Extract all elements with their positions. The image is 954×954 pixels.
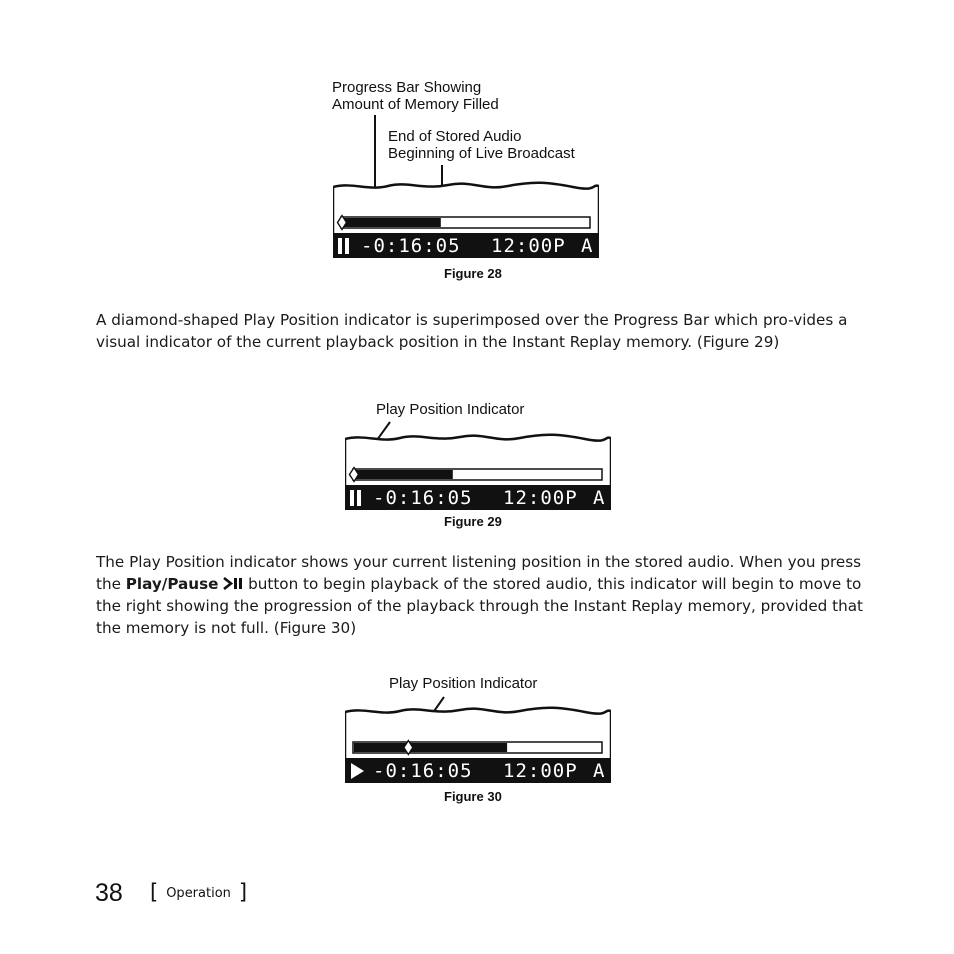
paragraph-text-start: The Play Position indicator shows your current listening position in the stored audio. When you press the xyxy=(96,553,862,593)
progress-bar-fill xyxy=(354,470,453,479)
lcd-mode: A xyxy=(593,760,606,782)
annotation-progress-bar-line2: Amount of Memory Filled xyxy=(332,96,499,113)
section-name: Operation xyxy=(166,886,231,901)
progress-bar-fill xyxy=(342,218,441,227)
play-pause-button-label: Play/Pause xyxy=(125,575,219,593)
annotation-play-position: Play Position Indicator xyxy=(389,675,538,692)
lcd-clock: 12:00P xyxy=(491,235,566,257)
open-bracket: [ xyxy=(150,880,159,904)
lcd-time: -0:16:05 xyxy=(373,487,473,509)
paragraph-play-position-intro: A diamond-shaped Play Position indicator is superimposed over the Progress Bar which pro-vides a visual indicator of the current playback position in the Instant Replay memory. (Figure 29) xyxy=(96,311,848,351)
figure-caption: Figure 28 xyxy=(444,266,502,281)
paragraph-play-pause-description xyxy=(96,551,876,639)
annotation-play-position: Play Position Indicator xyxy=(376,401,525,418)
figure-caption: Figure 29 xyxy=(444,514,502,529)
annotation-end-stored-line2: Beginning of Live Broadcast xyxy=(388,145,575,162)
lcd-clock: 12:00P xyxy=(503,760,578,782)
annotation-end-stored-line1: End of Stored Audio xyxy=(388,128,522,145)
lcd-display xyxy=(333,180,599,258)
annotation-progress-bar-line1: Progress Bar Showing xyxy=(332,79,482,96)
close-bracket: ] xyxy=(238,880,248,904)
lcd-time: -0:16:05 xyxy=(373,760,473,782)
section-label xyxy=(150,880,247,904)
figure-caption: Figure 30 xyxy=(444,789,502,804)
lcd-clock: 12:00P xyxy=(503,487,578,509)
lcd-mode: A xyxy=(593,487,606,509)
page-number: 38 xyxy=(95,879,123,907)
play-pause-icon xyxy=(223,577,243,590)
lcd-time: -0:16:05 xyxy=(361,235,461,257)
lcd-mode: A xyxy=(581,235,594,257)
lcd-display xyxy=(345,705,611,783)
progress-bar-fill xyxy=(354,743,507,752)
lcd-display xyxy=(345,432,611,510)
paragraph-text-end: button to begin playback of the stored audio, this indicator will begin to move to the right showing the progression of the playback through the Instant Replay memory, provided that the memory is not full. (Figure 30) xyxy=(96,575,863,637)
